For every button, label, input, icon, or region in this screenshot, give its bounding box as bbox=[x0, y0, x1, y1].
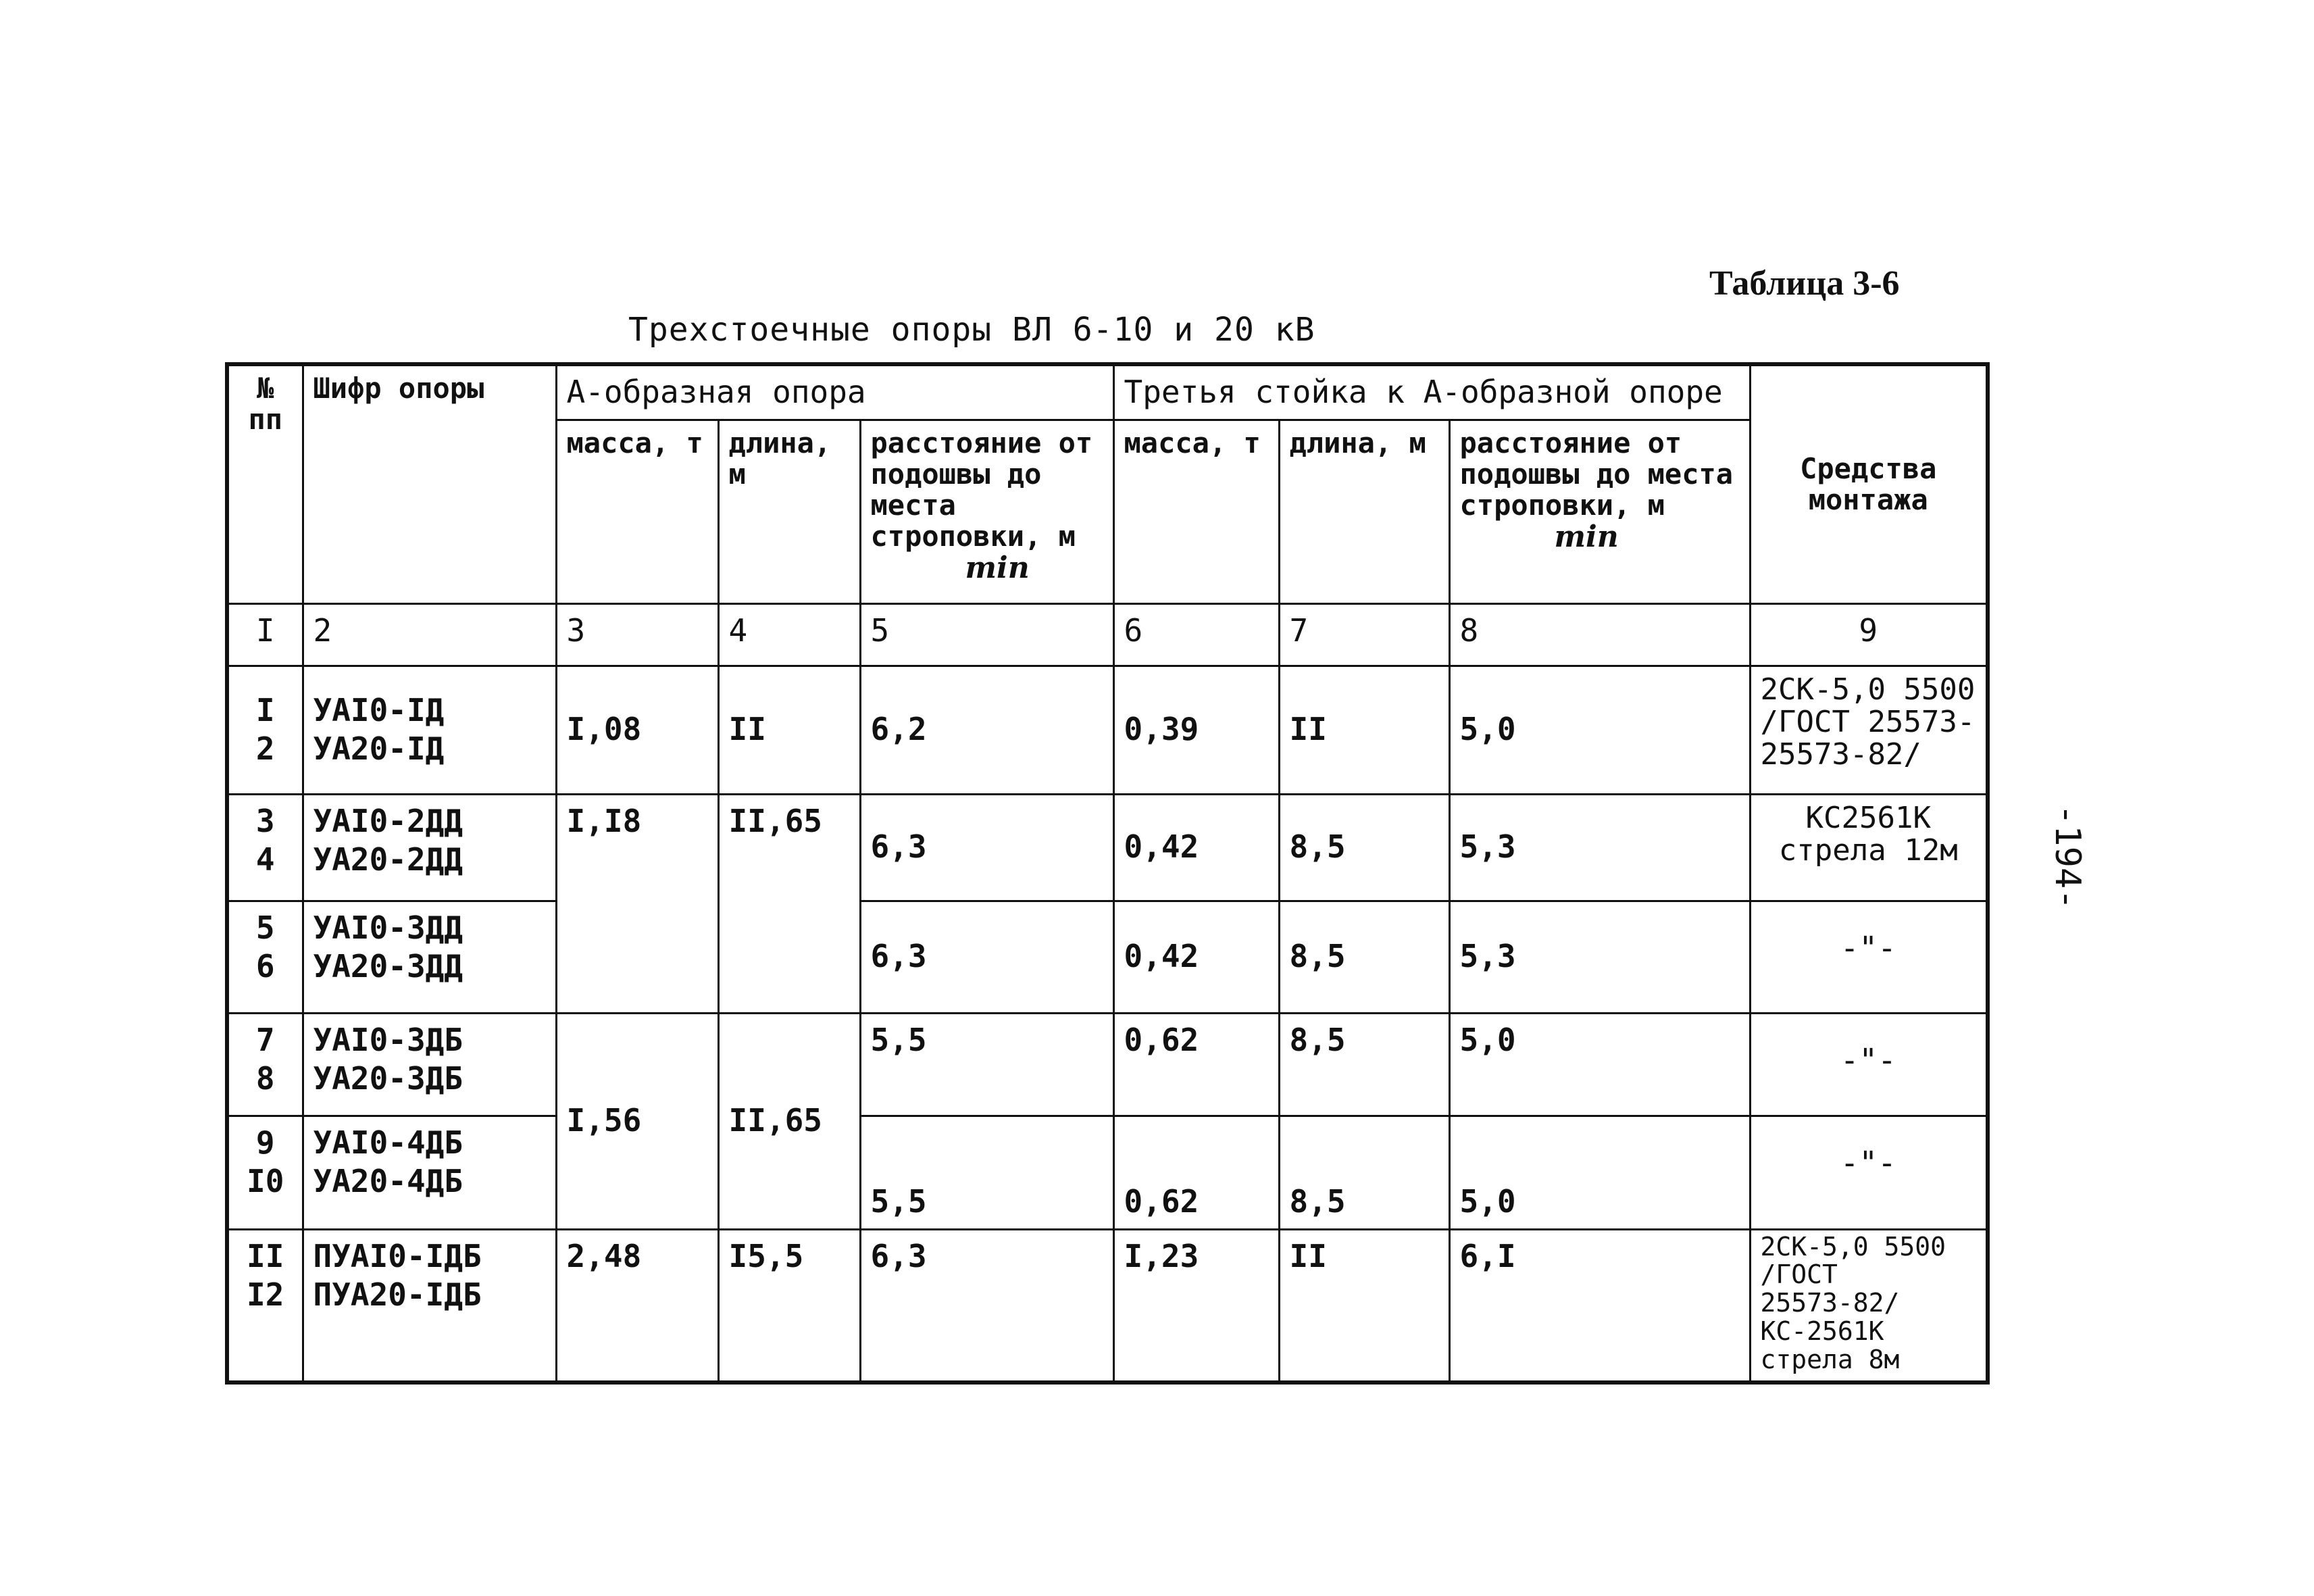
table-row bbox=[227, 901, 1988, 1013]
ditto-mark: -"- bbox=[1840, 929, 1896, 966]
support-code: УА20-3ДБ bbox=[313, 1060, 463, 1097]
mounting-tools bbox=[1750, 666, 1988, 794]
row-number: 3 bbox=[255, 802, 275, 839]
third-post-mass: 0,42 bbox=[1113, 794, 1279, 901]
support-code: УА20-2ДД bbox=[313, 841, 463, 878]
header-row-1 bbox=[227, 364, 1988, 420]
support-code: УАI0-IД bbox=[313, 691, 445, 728]
a-frame-mass: I,08 bbox=[556, 666, 718, 794]
support-code: УА20-4ДБ bbox=[313, 1163, 463, 1199]
row-number: 9 bbox=[255, 1124, 275, 1161]
header-a-distance-text: расстояние от подошвы до места строповки, м bbox=[870, 426, 1093, 553]
third-post-distance: 5,0 bbox=[1449, 666, 1750, 794]
ditto-mark: -"- bbox=[1840, 1041, 1896, 1078]
third-post-length: II bbox=[1279, 666, 1449, 794]
tool-line: 25573-82/ bbox=[1760, 1288, 1900, 1318]
support-codes bbox=[303, 1116, 556, 1229]
a-frame-mass: I,I8 bbox=[556, 794, 718, 1013]
support-code: ПУАI0-IДБ bbox=[313, 1237, 482, 1274]
tool-line: стрела 8м bbox=[1760, 1344, 1900, 1374]
support-codes bbox=[303, 794, 556, 901]
mounting-tools bbox=[1750, 1013, 1988, 1116]
row-number: I2 bbox=[247, 1276, 284, 1313]
header-group-a-frame: А-образная опора bbox=[556, 364, 1113, 420]
column-number-9: 9 bbox=[1750, 603, 1988, 666]
column-number-4: 4 bbox=[718, 603, 860, 666]
a-frame-length: II,65 bbox=[718, 794, 860, 1013]
row-number: 8 bbox=[255, 1060, 275, 1097]
header-a-min-note: min bbox=[965, 551, 1030, 586]
tool-line: /ГОСТ 25573- bbox=[1760, 704, 1976, 739]
table-row bbox=[227, 666, 1988, 794]
row-number: 7 bbox=[255, 1021, 275, 1058]
column-number-8: 8 bbox=[1449, 603, 1750, 666]
third-post-mass: 0,62 bbox=[1113, 1013, 1279, 1116]
support-code: ПУА20-IДБ bbox=[313, 1276, 482, 1313]
support-code: УА20-IД bbox=[313, 730, 445, 767]
support-code: УАI0-2ДД bbox=[313, 802, 463, 839]
third-post-distance: 5,3 bbox=[1449, 794, 1750, 901]
row-number: 4 bbox=[255, 841, 275, 878]
third-post-length: II bbox=[1279, 1229, 1449, 1382]
row-numbers bbox=[227, 901, 303, 1013]
column-number-5: 5 bbox=[860, 603, 1113, 666]
third-post-mass: 0,42 bbox=[1113, 901, 1279, 1013]
a-frame-mass: I,56 bbox=[556, 1013, 718, 1229]
row-number: II bbox=[247, 1237, 284, 1274]
table-number-label: Таблица 3-6 bbox=[1709, 264, 1900, 303]
header-tools: Средства монтажа bbox=[1750, 364, 1988, 603]
third-post-mass: 0,39 bbox=[1113, 666, 1279, 794]
support-codes bbox=[303, 1013, 556, 1116]
table-row bbox=[227, 1229, 1988, 1382]
table-row bbox=[227, 1116, 1988, 1229]
a-frame-distance: 5,5 bbox=[860, 1013, 1113, 1116]
third-post-distance: 5,0 bbox=[1449, 1013, 1750, 1116]
mounting-tools bbox=[1750, 901, 1988, 1013]
table-row bbox=[227, 1013, 1988, 1116]
third-post-mass: I,23 bbox=[1113, 1229, 1279, 1382]
header-a-distance bbox=[860, 420, 1113, 603]
mounting-tools bbox=[1750, 794, 1988, 901]
column-number-1: I bbox=[227, 603, 303, 666]
tool-line: 2СК-5,0 5500 bbox=[1760, 672, 1976, 707]
a-frame-length: I5,5 bbox=[718, 1229, 860, 1382]
column-number-6: 6 bbox=[1113, 603, 1279, 666]
header-a-mass: масса, т bbox=[556, 420, 718, 603]
header-group-third-post: Третья стойка к А-образной опоре bbox=[1113, 364, 1750, 420]
a-frame-length: II,65 bbox=[718, 1013, 860, 1229]
support-codes bbox=[303, 666, 556, 794]
row-numbers bbox=[227, 1229, 303, 1382]
header-third-length: длина, м bbox=[1279, 420, 1449, 603]
column-number-row bbox=[227, 603, 1988, 666]
tool-line: стрела 12м bbox=[1778, 832, 1958, 868]
header-third-distance-text: расстояние от подошвы до места строповки, м bbox=[1459, 426, 1734, 522]
tool-line: КС2561К bbox=[1805, 800, 1931, 835]
third-post-length: 8,5 bbox=[1279, 1013, 1449, 1116]
header-third-min-note: min bbox=[1554, 520, 1619, 555]
header-a-length: длина, м bbox=[718, 420, 860, 603]
a-frame-distance: 6,2 bbox=[860, 666, 1113, 794]
row-numbers bbox=[227, 1013, 303, 1116]
column-number-7: 7 bbox=[1279, 603, 1449, 666]
third-post-length: 8,5 bbox=[1279, 1116, 1449, 1229]
supports-table bbox=[225, 362, 1990, 1385]
row-numbers bbox=[227, 794, 303, 901]
header-number: № пп bbox=[227, 364, 303, 603]
header-third-distance bbox=[1449, 420, 1750, 603]
third-post-distance: 5,0 bbox=[1449, 1116, 1750, 1229]
support-code: УАI0-3ДБ bbox=[313, 1021, 463, 1058]
header-third-mass: масса, т bbox=[1113, 420, 1279, 603]
row-numbers bbox=[227, 1116, 303, 1229]
column-number-2: 2 bbox=[303, 603, 556, 666]
supports-table-wrapper bbox=[225, 362, 1990, 1385]
table-title: Трехстоечные опоры ВЛ 6-10 и 20 кВ bbox=[628, 311, 1315, 349]
row-number: 2 bbox=[255, 730, 275, 767]
row-number: I bbox=[255, 691, 275, 728]
column-number-3: 3 bbox=[556, 603, 718, 666]
a-frame-distance: 6,3 bbox=[860, 1229, 1113, 1382]
support-code: УАI0-4ДБ bbox=[313, 1124, 463, 1161]
support-codes bbox=[303, 901, 556, 1013]
third-post-length: 8,5 bbox=[1279, 901, 1449, 1013]
tool-line: 25573-82/ bbox=[1760, 737, 1921, 772]
support-codes bbox=[303, 1229, 556, 1382]
mounting-tools bbox=[1750, 1229, 1988, 1382]
tool-line: КС-2561К bbox=[1760, 1316, 1884, 1346]
page-number: -194- bbox=[2047, 804, 2088, 910]
a-frame-distance: 6,3 bbox=[860, 794, 1113, 901]
row-number: 6 bbox=[255, 948, 275, 984]
support-code: УА20-3ДД bbox=[313, 948, 463, 984]
tool-line: /ГОСТ bbox=[1760, 1260, 1838, 1290]
a-frame-length: II bbox=[718, 666, 860, 794]
third-post-mass: 0,62 bbox=[1113, 1116, 1279, 1229]
row-number: 5 bbox=[255, 909, 275, 946]
tool-line: 2СК-5,0 5500 bbox=[1760, 1231, 1946, 1262]
row-number: I0 bbox=[247, 1163, 284, 1199]
third-post-distance: 6,I bbox=[1449, 1229, 1750, 1382]
table-row bbox=[227, 794, 1988, 901]
third-post-length: 8,5 bbox=[1279, 794, 1449, 901]
ditto-mark: -"- bbox=[1840, 1144, 1896, 1181]
row-numbers bbox=[227, 666, 303, 794]
mounting-tools bbox=[1750, 1116, 1988, 1229]
a-frame-mass: 2,48 bbox=[556, 1229, 718, 1382]
third-post-distance: 5,3 bbox=[1449, 901, 1750, 1013]
support-code: УАI0-3ДД bbox=[313, 909, 463, 946]
a-frame-distance: 5,5 bbox=[860, 1116, 1113, 1229]
header-code: Шифр опоры bbox=[303, 364, 556, 603]
a-frame-distance: 6,3 bbox=[860, 901, 1113, 1013]
